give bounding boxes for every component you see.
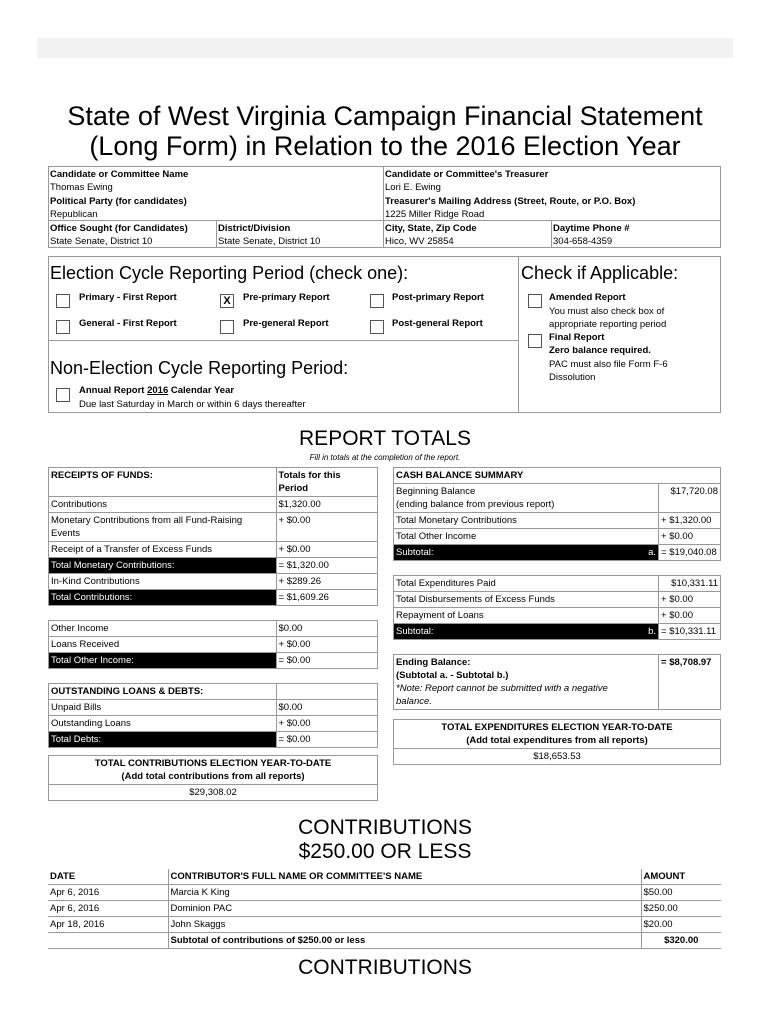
- inkind-label: In-Kind Contributions: [49, 574, 277, 590]
- expend-ytd-value: $18,653.53: [394, 749, 721, 765]
- district-value: State Senate, District 10: [218, 236, 321, 247]
- subtotal-b-value: = $10,331.11: [659, 624, 721, 640]
- beginning-label: Beginning Balance (ending balance from previous report): [394, 484, 659, 513]
- annual-note: Due last Saturday in March or within 6 days thereafter: [79, 399, 306, 410]
- phone-value: 304-658-4359: [553, 236, 613, 247]
- final-note-3: Dissolution: [549, 372, 596, 383]
- amended-note-1: You must also check box of: [549, 306, 665, 317]
- primary-first-label: Primary - First Report: [79, 292, 177, 303]
- contributions-small-table: [48, 869, 721, 949]
- city-label: City, State, Zip Code: [385, 223, 477, 234]
- post-primary-checkbox[interactable]: [370, 294, 384, 308]
- candidate-label: Candidate or Committee Name: [50, 169, 189, 180]
- cash-monetary-value: + $1,320.00: [659, 513, 721, 529]
- subtotal-a-value: = $19,040.08: [659, 545, 721, 561]
- col-name-header: CONTRIBUTOR'S FULL NAME OR COMMITTEE'S NAME: [168, 869, 641, 885]
- amended-checkbox[interactable]: [528, 294, 542, 308]
- contrib-ytd-label: TOTAL CONTRIBUTIONS ELECTION YEAR-TO-DATE (Add total contributions from all reports): [49, 756, 378, 785]
- transfer-label: Receipt of a Transfer of Excess Funds: [49, 542, 277, 558]
- transfer-value: + $0.00: [276, 542, 377, 558]
- outstanding-header: OUTSTANDING LOANS & DEBTS:: [49, 684, 277, 700]
- party-value: Republican: [50, 209, 98, 220]
- total-monetary-label: Total Monetary Contributions:: [49, 558, 277, 574]
- office-label: Office Sought (for Candidates): [50, 223, 188, 234]
- final-label: Final Report: [549, 332, 605, 343]
- general-first-checkbox[interactable]: [56, 320, 70, 334]
- candidate-value: Thomas Ewing: [50, 182, 113, 193]
- disbursements-value: + $0.00: [659, 592, 721, 608]
- total-contrib-value: = $1,609.26: [276, 590, 377, 606]
- final-note-1: Zero balance required.: [549, 345, 651, 356]
- report-totals-heading: REPORT TOTALS: [299, 427, 471, 450]
- outstanding-loans-value: + $0.00: [276, 716, 377, 732]
- applicable-heading: Check if Applicable:: [521, 263, 679, 283]
- contributions-value: $1,320.00: [276, 497, 377, 513]
- final-checkbox[interactable]: [528, 334, 542, 348]
- row-name: Marcia K King: [168, 885, 641, 901]
- city-value: Hico, WV 25854: [385, 236, 454, 247]
- row-name: John Skaggs: [168, 917, 641, 933]
- subtotal-a-label: Subtotal: a.: [394, 545, 659, 561]
- pre-general-checkbox[interactable]: [220, 320, 234, 334]
- row-amount: $50.00: [641, 885, 721, 901]
- row-amount: $250.00: [641, 901, 721, 917]
- cash-balance-table: [393, 467, 721, 765]
- other-income-label: Other Income: [49, 621, 277, 637]
- post-general-checkbox[interactable]: [370, 320, 384, 334]
- phone-label: Daytime Phone #: [553, 223, 630, 234]
- amended-note-2: appropriate reporting period: [549, 319, 667, 330]
- post-primary-label: Post-primary Report: [392, 292, 484, 303]
- total-contrib-label: Total Contributions:: [49, 590, 277, 606]
- subtotal-label: Subtotal of contributions of $250.00 or less: [168, 933, 641, 949]
- address-label: Treasurer's Mailing Address (Street, Route, or P.O. Box): [385, 196, 636, 207]
- non-election-heading: Non-Election Cycle Reporting Period:: [50, 358, 349, 378]
- pre-primary-label: Pre-primary Report: [243, 292, 330, 303]
- page-title-line1: State of West Virginia Campaign Financial Statement: [67, 101, 703, 131]
- top-bar: [37, 38, 733, 58]
- row-date: Apr 18, 2016: [48, 917, 168, 933]
- contrib-ytd-value: $29,308.02: [49, 785, 378, 801]
- expenditures-label: Total Expenditures Paid: [394, 576, 659, 592]
- receipts-header: RECEIPTS OF FUNDS:: [49, 468, 277, 497]
- amended-label: Amended Report: [549, 292, 626, 303]
- primary-first-checkbox[interactable]: [56, 294, 70, 308]
- final-note-2: PAC must also file Form F-6: [549, 359, 668, 370]
- ending-label: Ending Balance: (Subtotal a. - Subtotal b.) *Note: Report cannot be submitted with a negative balance.: [394, 655, 659, 710]
- row-amount: $20.00: [641, 917, 721, 933]
- repayment-label: Repayment of Loans: [394, 608, 659, 624]
- cash-header: CASH BALANCE SUMMARY: [394, 468, 721, 484]
- annual-label: Annual Report 2016 Calendar Year: [79, 385, 235, 396]
- general-first-label: General - First Report: [79, 318, 177, 329]
- contributions-small-heading-1: CONTRIBUTIONS: [298, 816, 472, 839]
- row-name: Dominion PAC: [168, 901, 641, 917]
- total-debts-value: = $0.00: [276, 732, 377, 748]
- contributions-small-heading-2: $250.00 OR LESS: [298, 840, 472, 863]
- ending-value: = $8,708.97: [659, 655, 721, 710]
- cash-other-value: + $0.00: [659, 529, 721, 545]
- reporting-period-box: [48, 256, 721, 413]
- total-other-value: = $0.00: [276, 653, 377, 669]
- treasurer-label: Candidate or Committee's Treasurer: [385, 169, 549, 180]
- table-row: [48, 885, 721, 901]
- col-date-header: DATE: [48, 869, 168, 885]
- row-date: Apr 6, 2016: [48, 901, 168, 917]
- beginning-value: $17,720.08: [659, 484, 721, 513]
- district-label: District/Division: [218, 223, 291, 234]
- total-monetary-value: = $1,320.00: [276, 558, 377, 574]
- col-amount-header: AMOUNT: [641, 869, 721, 885]
- expend-ytd-label: TOTAL EXPENDITURES ELECTION YEAR-TO-DATE (Add total expenditures from all reports): [394, 720, 721, 749]
- disbursements-label: Total Disbursements of Excess Funds: [394, 592, 659, 608]
- party-label: Political Party (for candidates): [50, 196, 187, 207]
- loans-received-label: Loans Received: [49, 637, 277, 653]
- outstanding-loans-label: Outstanding Loans: [49, 716, 277, 732]
- contributions-label: Contributions: [49, 497, 277, 513]
- report-totals-subheading: Fill in totals at the completion of the report.: [309, 453, 461, 462]
- cash-monetary-label: Total Monetary Contributions: [394, 513, 659, 529]
- subtotal-b-label: Subtotal: b.: [394, 624, 659, 640]
- treasurer-value: Lori E. Ewing: [385, 182, 441, 193]
- office-value: State Senate, District 10: [50, 236, 153, 247]
- receipts-table: [48, 467, 378, 801]
- monetary-value: + $0.00: [276, 513, 377, 542]
- expenditures-value: $10,331.11: [659, 576, 721, 592]
- totals-header: Totals for this Period: [276, 468, 377, 497]
- monetary-label: Monetary Contributions from all Fund-Raising Events: [49, 513, 277, 542]
- loans-received-value: + $0.00: [276, 637, 377, 653]
- contributions-next-heading: CONTRIBUTIONS: [298, 956, 472, 979]
- address-value: 1225 Miller Ridge Road: [385, 209, 485, 220]
- total-other-label: Total Other Income:: [49, 653, 277, 669]
- unpaid-label: Unpaid Bills: [49, 700, 277, 716]
- post-general-label: Post-general Report: [392, 318, 483, 329]
- table-row: [48, 901, 721, 917]
- cycle-heading: Election Cycle Reporting Period (check one):: [50, 263, 409, 283]
- row-date: Apr 6, 2016: [48, 885, 168, 901]
- other-income-value: $0.00: [276, 621, 377, 637]
- repayment-value: + $0.00: [659, 608, 721, 624]
- annual-checkbox[interactable]: [56, 388, 70, 402]
- page-title-line2: (Long Form) in Relation to the 2016 Election Year: [89, 131, 681, 161]
- cash-other-label: Total Other Income: [394, 529, 659, 545]
- inkind-value: + $289.26: [276, 574, 377, 590]
- table-row: [48, 917, 721, 933]
- candidate-info-box: [48, 166, 721, 248]
- pre-primary-checkbox[interactable]: X: [220, 294, 234, 308]
- subtotal-value: $320.00: [641, 933, 721, 949]
- total-debts-label: Total Debts:: [49, 732, 277, 748]
- unpaid-value: $0.00: [276, 700, 377, 716]
- pre-general-label: Pre-general Report: [243, 318, 329, 329]
